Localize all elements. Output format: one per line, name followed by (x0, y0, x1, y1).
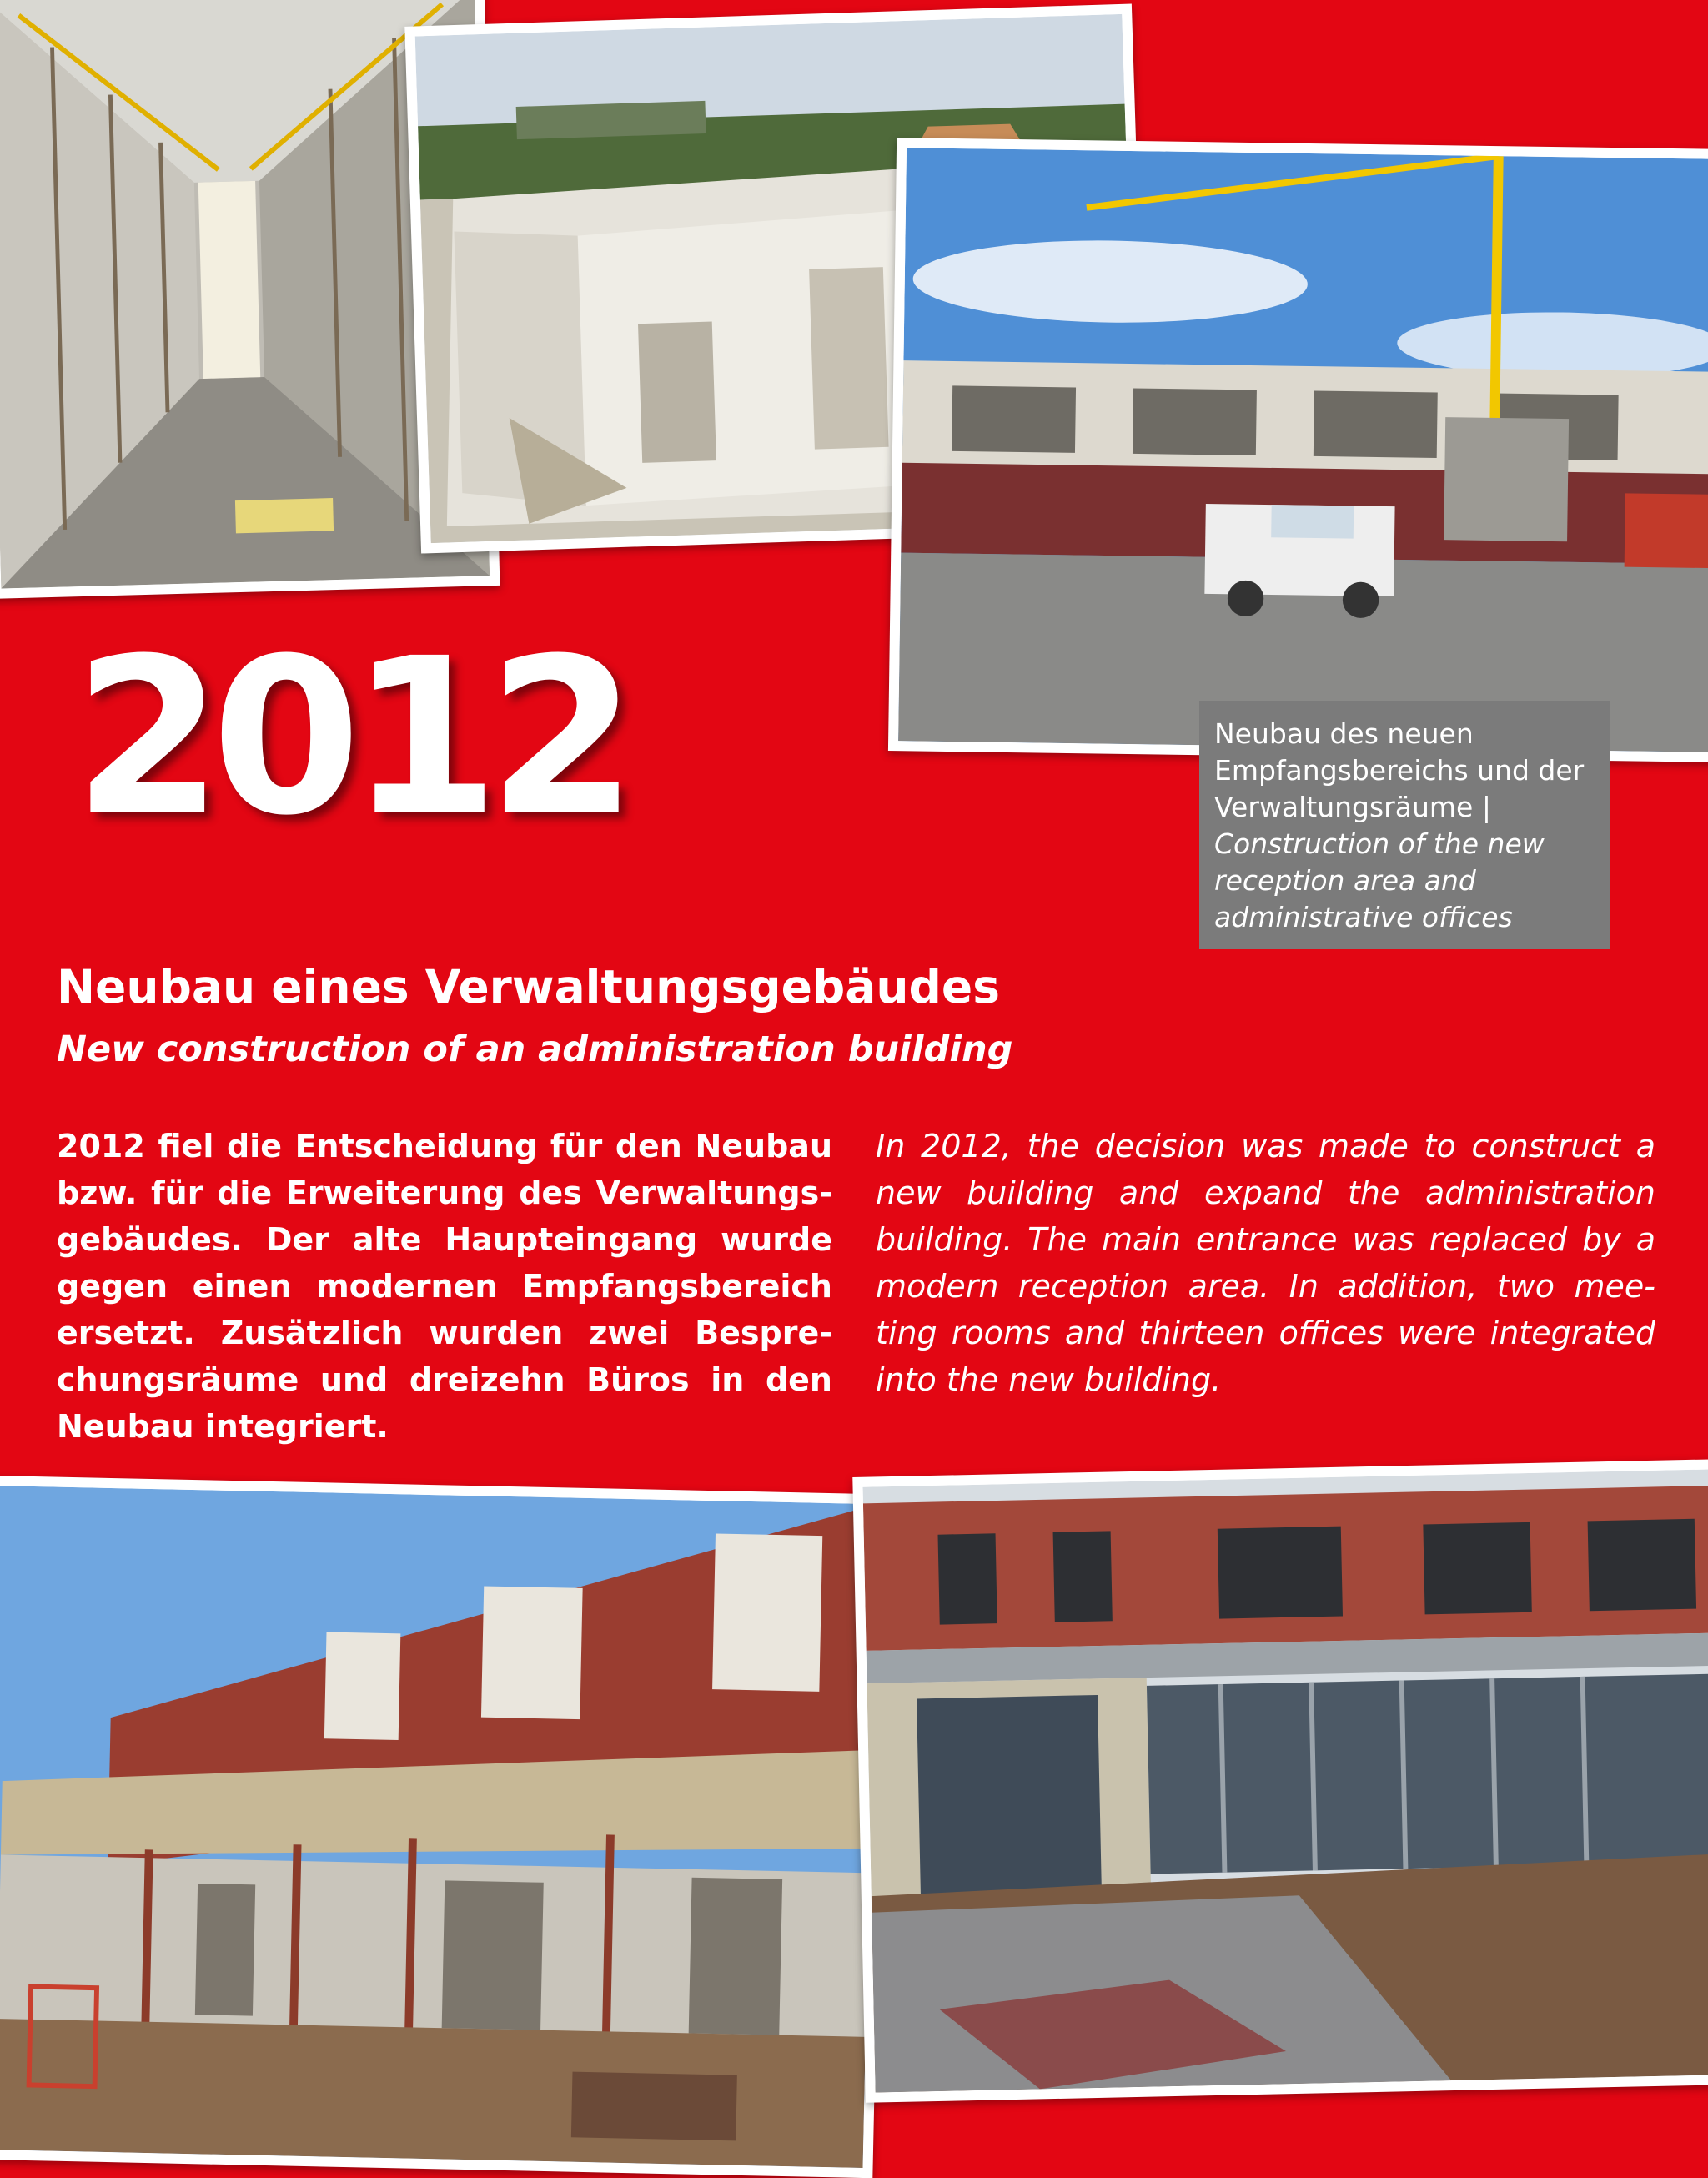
heading-english: New construction of an administration building (57, 1029, 1013, 1070)
photo-finished-building (852, 1459, 1708, 2103)
heading-german: Neubau eines Verwaltungsgebäudes (57, 960, 1000, 1014)
body-text-english: In 2012, the decision was made to construct a new building and expand the administration building. The main entrance was replaced by a modern reception area. In addition, two mee-ting rooms and thirteen offices were integrated into the new building. (876, 1128, 1655, 1398)
body-text-german: 2012 fiel die Entscheidung für den Neubau bzw. für die Erweiterung des Verwaltungs-gebäudes. Der alte Haupteingang wurde gegen einen modernen Empfangsbereich ersetzt. Zusätzlich wurden zwei Bespre-chungsräume und dreizehn Büros in den Neubau integriert. (57, 1128, 832, 1445)
photo-caption (1199, 701, 1610, 949)
year-headline: 2012 (73, 612, 626, 863)
photo-crane (888, 138, 1708, 762)
caption-de: Neubau des neuen Empfangsbereichs und der Verwaltungsräume | (1214, 717, 1585, 823)
photo-brick-construction (0, 1476, 887, 2178)
caption-en: Construction of the new reception area and administrative offices (1214, 827, 1545, 933)
